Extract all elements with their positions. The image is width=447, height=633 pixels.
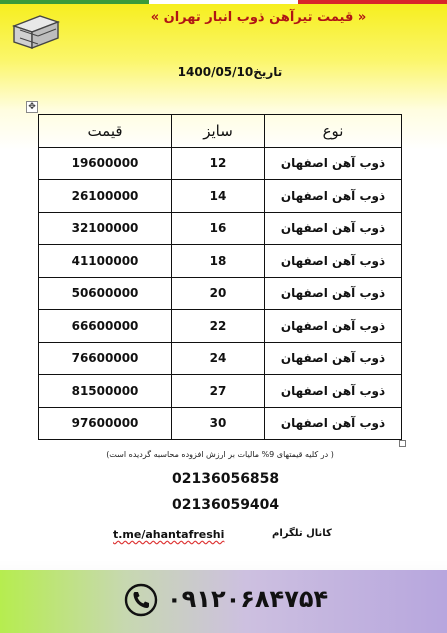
phone-number-1: 02136056858 xyxy=(172,471,280,487)
steel-beam-logo-icon xyxy=(10,12,62,52)
footer-phone-number: ۰۹۱۲۰۶۸۴۷۵۴ xyxy=(167,585,329,613)
cell-type: ذوب آهن اصفهان xyxy=(265,147,402,180)
cell-price: 50600000 xyxy=(39,277,172,310)
cell-price: 66600000 xyxy=(39,310,172,343)
cell-size: 22 xyxy=(172,310,265,343)
cell-size: 20 xyxy=(172,277,265,310)
phone-icon xyxy=(124,583,158,617)
cell-size: 30 xyxy=(172,407,265,440)
cell-type: ذوب آهن اصفهان xyxy=(265,375,402,408)
price-table xyxy=(38,114,402,440)
cell-size: 27 xyxy=(172,375,265,408)
cell-type: ذوب آهن اصفهان xyxy=(265,310,402,343)
page-title: « قیمت تیرآهن ذوب انبار تهران » xyxy=(150,10,367,25)
cell-price: 26100000 xyxy=(39,180,172,213)
table-row xyxy=(39,342,402,375)
telegram-link[interactable]: t.me/ahantafreshi xyxy=(113,528,225,541)
cell-type: ذوب آهن اصفهان xyxy=(265,212,402,245)
header-price: قیمت xyxy=(39,115,172,148)
header-size: سایز xyxy=(172,115,265,148)
cell-size: 14 xyxy=(172,180,265,213)
cell-price: 32100000 xyxy=(39,212,172,245)
cell-price: 19600000 xyxy=(39,147,172,180)
cell-size: 24 xyxy=(172,342,265,375)
vat-note: ( در کلیه قیمتهای 9% مالیات بر ارزش افزوده محاسبه گردیده است) xyxy=(106,450,334,459)
table-move-handle[interactable]: ✥ xyxy=(26,101,38,113)
table-row xyxy=(39,212,402,245)
table-row xyxy=(39,407,402,440)
flag-stripe xyxy=(0,0,447,4)
telegram-label: کانال تلگرام xyxy=(272,528,332,539)
table-row xyxy=(39,277,402,310)
table-row xyxy=(39,147,402,180)
cell-type: ذوب آهن اصفهان xyxy=(265,342,402,375)
cell-size: 18 xyxy=(172,245,265,278)
table-header-row xyxy=(39,115,402,148)
header-type: نوع xyxy=(265,115,402,148)
cell-price: 41100000 xyxy=(39,245,172,278)
date-label: تاریخ1400/05/10 xyxy=(177,65,283,79)
phone-number-2: 02136059404 xyxy=(172,497,280,513)
cell-price: 81500000 xyxy=(39,375,172,408)
table-resize-handle[interactable] xyxy=(399,440,406,447)
cell-price: 76600000 xyxy=(39,342,172,375)
cell-price: 97600000 xyxy=(39,407,172,440)
cell-size: 16 xyxy=(172,212,265,245)
cell-type: ذوب آهن اصفهان xyxy=(265,245,402,278)
cell-type: ذوب آهن اصفهان xyxy=(265,277,402,310)
table-row xyxy=(39,180,402,213)
table-row xyxy=(39,375,402,408)
cell-size: 12 xyxy=(172,147,265,180)
cell-type: ذوب آهن اصفهان xyxy=(265,180,402,213)
table-row xyxy=(39,310,402,343)
cell-type: ذوب آهن اصفهان xyxy=(265,407,402,440)
table-row xyxy=(39,245,402,278)
